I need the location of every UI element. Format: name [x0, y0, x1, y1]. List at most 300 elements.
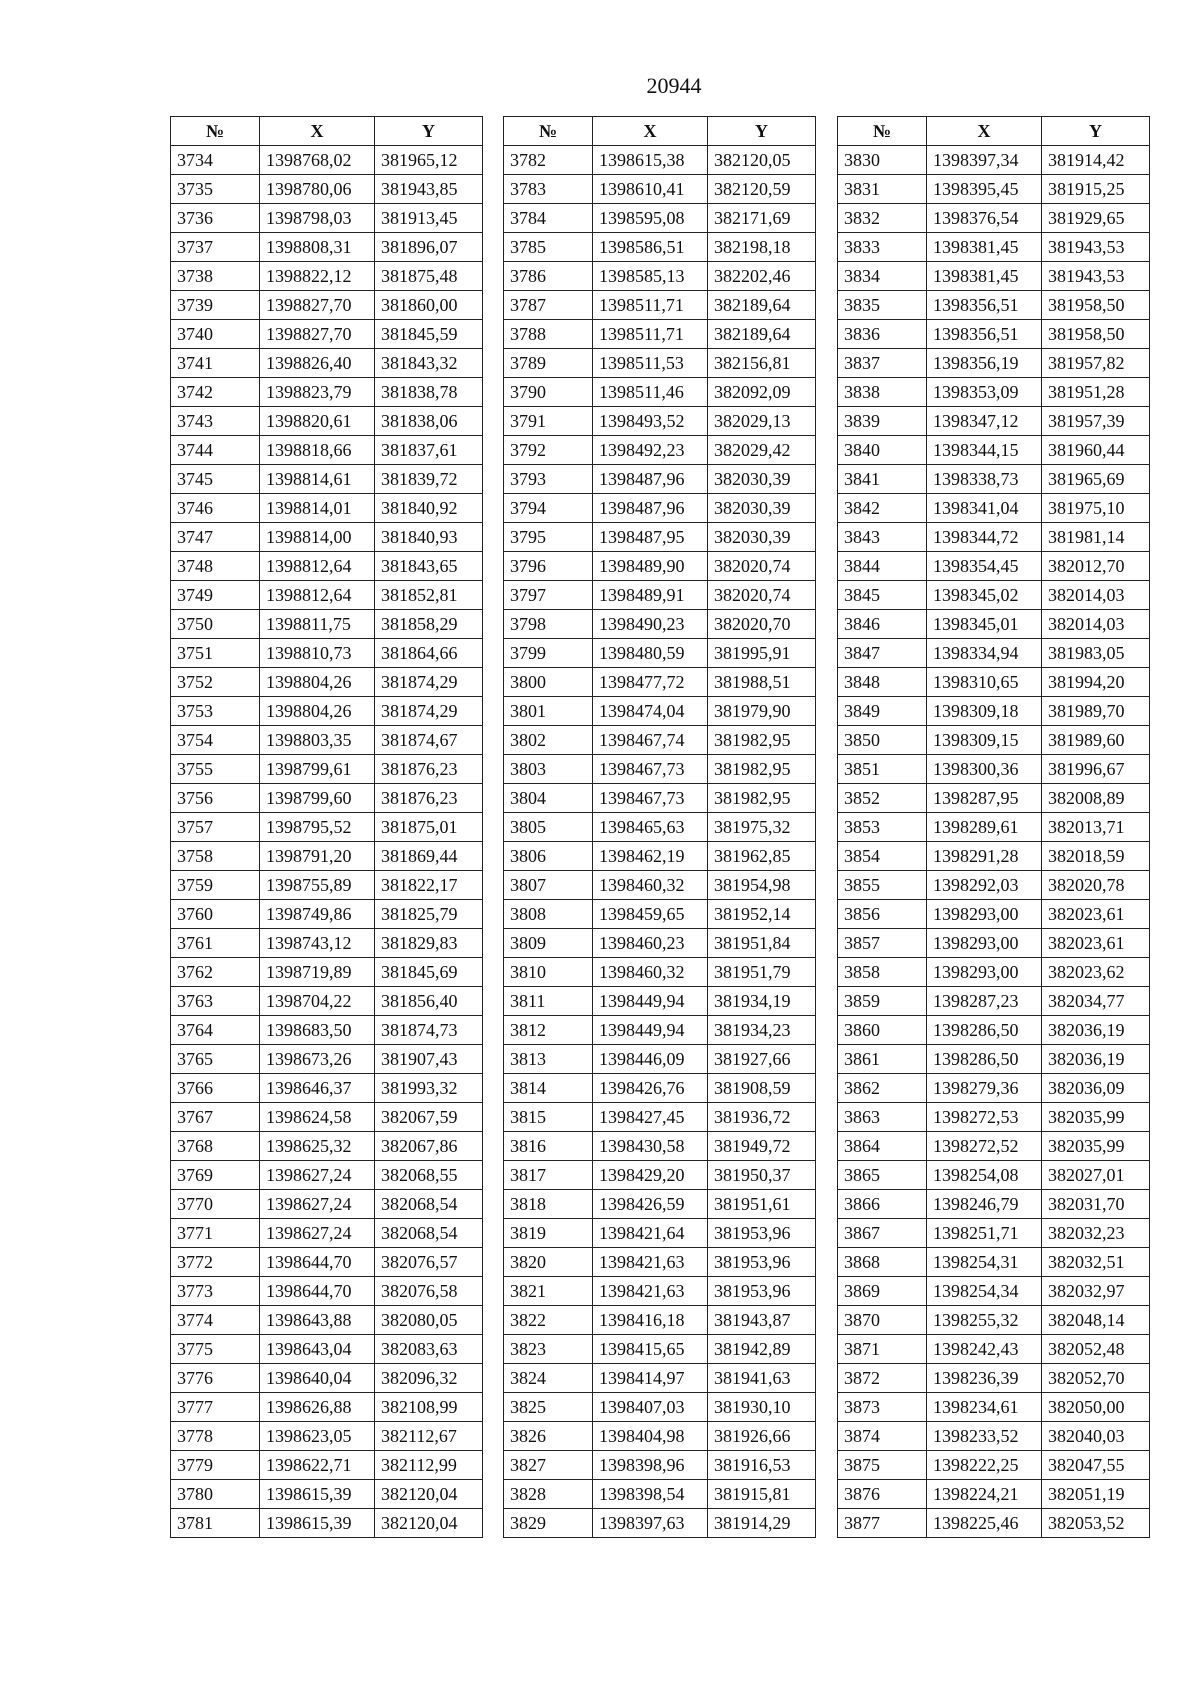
point-number-cell: 3865 — [838, 1161, 927, 1190]
x-coordinate-cell: 1398622,71 — [260, 1451, 375, 1480]
point-number-cell: 3851 — [838, 755, 927, 784]
column-header-y: Y — [375, 117, 483, 146]
point-number-cell: 3795 — [504, 523, 593, 552]
x-coordinate-cell: 1398511,71 — [593, 320, 708, 349]
table-row — [504, 581, 816, 610]
point-number-cell: 3746 — [171, 494, 260, 523]
x-coordinate-cell: 1398477,72 — [593, 668, 708, 697]
x-coordinate-cell: 1398429,20 — [593, 1161, 708, 1190]
y-coordinate-cell: 381840,93 — [375, 523, 483, 552]
y-coordinate-cell: 381845,69 — [375, 958, 483, 987]
table-row — [838, 1364, 1150, 1393]
table-row — [838, 581, 1150, 610]
point-number-cell: 3781 — [171, 1509, 260, 1538]
y-coordinate-cell: 381958,50 — [1042, 291, 1150, 320]
y-coordinate-cell: 381942,89 — [708, 1335, 816, 1364]
x-coordinate-cell: 1398643,04 — [260, 1335, 375, 1364]
point-number-cell: 3772 — [171, 1248, 260, 1277]
y-coordinate-cell: 382076,58 — [375, 1277, 483, 1306]
y-coordinate-cell: 381934,23 — [708, 1016, 816, 1045]
point-number-cell: 3755 — [171, 755, 260, 784]
x-coordinate-cell: 1398827,70 — [260, 291, 375, 320]
point-number-cell: 3809 — [504, 929, 593, 958]
y-coordinate-cell: 382020,74 — [708, 581, 816, 610]
table-row — [838, 262, 1150, 291]
table-row — [504, 755, 816, 784]
x-coordinate-cell: 1398376,54 — [927, 204, 1042, 233]
table-header-row — [171, 117, 483, 146]
table-row — [504, 842, 816, 871]
table-row — [171, 639, 483, 668]
y-coordinate-cell: 382198,18 — [708, 233, 816, 262]
x-coordinate-cell: 1398487,96 — [593, 465, 708, 494]
x-coordinate-cell: 1398610,41 — [593, 175, 708, 204]
column-header-x: X — [927, 117, 1042, 146]
point-number-cell: 3797 — [504, 581, 593, 610]
table-row — [504, 291, 816, 320]
table-row — [504, 610, 816, 639]
y-coordinate-cell: 381962,85 — [708, 842, 816, 871]
table-row — [504, 175, 816, 204]
y-coordinate-cell: 381943,53 — [1042, 233, 1150, 262]
point-number-cell: 3834 — [838, 262, 927, 291]
x-coordinate-cell: 1398755,89 — [260, 871, 375, 900]
point-number-cell: 3739 — [171, 291, 260, 320]
table-row — [838, 494, 1150, 523]
x-coordinate-cell: 1398225,46 — [927, 1509, 1042, 1538]
y-coordinate-cell: 382029,42 — [708, 436, 816, 465]
table-row — [504, 813, 816, 842]
point-number-cell: 3808 — [504, 900, 593, 929]
y-coordinate-cell: 381975,10 — [1042, 494, 1150, 523]
point-number-cell: 3858 — [838, 958, 927, 987]
table-row — [171, 407, 483, 436]
x-coordinate-cell: 1398595,08 — [593, 204, 708, 233]
table-row — [504, 929, 816, 958]
y-coordinate-cell: 381943,53 — [1042, 262, 1150, 291]
table-row — [171, 1132, 483, 1161]
point-number-cell: 3735 — [171, 175, 260, 204]
point-number-cell: 3737 — [171, 233, 260, 262]
x-coordinate-cell: 1398460,32 — [593, 958, 708, 987]
point-number-cell: 3828 — [504, 1480, 593, 1509]
point-number-cell: 3738 — [171, 262, 260, 291]
point-number-cell: 3813 — [504, 1045, 593, 1074]
table-row — [504, 204, 816, 233]
point-number-cell: 3806 — [504, 842, 593, 871]
table-row — [171, 436, 483, 465]
x-coordinate-cell: 1398811,75 — [260, 610, 375, 639]
x-coordinate-cell: 1398743,12 — [260, 929, 375, 958]
y-coordinate-cell: 382083,63 — [375, 1335, 483, 1364]
point-number-cell: 3819 — [504, 1219, 593, 1248]
table-row — [171, 610, 483, 639]
x-coordinate-cell: 1398615,39 — [260, 1509, 375, 1538]
y-coordinate-cell: 381822,17 — [375, 871, 483, 900]
point-number-cell: 3856 — [838, 900, 927, 929]
point-number-cell: 3863 — [838, 1103, 927, 1132]
x-coordinate-cell: 1398795,52 — [260, 813, 375, 842]
point-number-cell: 3841 — [838, 465, 927, 494]
y-coordinate-cell: 381929,65 — [1042, 204, 1150, 233]
x-coordinate-cell: 1398381,45 — [927, 233, 1042, 262]
point-number-cell: 3850 — [838, 726, 927, 755]
x-coordinate-cell: 1398286,50 — [927, 1016, 1042, 1045]
point-number-cell: 3824 — [504, 1364, 593, 1393]
point-number-cell: 3810 — [504, 958, 593, 987]
y-coordinate-cell: 382023,61 — [1042, 929, 1150, 958]
y-coordinate-cell: 382156,81 — [708, 349, 816, 378]
y-coordinate-cell: 382020,74 — [708, 552, 816, 581]
x-coordinate-cell: 1398427,45 — [593, 1103, 708, 1132]
table-row — [171, 1335, 483, 1364]
point-number-cell: 3768 — [171, 1132, 260, 1161]
y-coordinate-cell: 381943,87 — [708, 1306, 816, 1335]
table-row — [171, 1248, 483, 1277]
x-coordinate-cell: 1398289,61 — [927, 813, 1042, 842]
table-row — [838, 1393, 1150, 1422]
x-coordinate-cell: 1398395,45 — [927, 175, 1042, 204]
point-number-cell: 3836 — [838, 320, 927, 349]
point-number-cell: 3817 — [504, 1161, 593, 1190]
x-coordinate-cell: 1398286,50 — [927, 1045, 1042, 1074]
table-row — [504, 1074, 816, 1103]
point-number-cell: 3832 — [838, 204, 927, 233]
point-number-cell: 3877 — [838, 1509, 927, 1538]
point-number-cell: 3876 — [838, 1480, 927, 1509]
table-row — [838, 1161, 1150, 1190]
point-number-cell: 3787 — [504, 291, 593, 320]
table-row — [838, 929, 1150, 958]
y-coordinate-cell: 382067,86 — [375, 1132, 483, 1161]
y-coordinate-cell: 381982,95 — [708, 784, 816, 813]
table-row — [838, 349, 1150, 378]
point-number-cell: 3793 — [504, 465, 593, 494]
point-number-cell: 3848 — [838, 668, 927, 697]
point-number-cell: 3875 — [838, 1451, 927, 1480]
table-row — [504, 1219, 816, 1248]
x-coordinate-cell: 1398254,34 — [927, 1277, 1042, 1306]
x-coordinate-cell: 1398254,08 — [927, 1161, 1042, 1190]
x-coordinate-cell: 1398459,65 — [593, 900, 708, 929]
x-coordinate-cell: 1398344,15 — [927, 436, 1042, 465]
y-coordinate-cell: 381965,69 — [1042, 465, 1150, 494]
y-coordinate-cell: 381838,78 — [375, 378, 483, 407]
x-coordinate-cell: 1398791,20 — [260, 842, 375, 871]
table-row — [838, 465, 1150, 494]
table-row — [504, 726, 816, 755]
y-coordinate-cell: 382202,46 — [708, 262, 816, 291]
y-coordinate-cell: 381927,66 — [708, 1045, 816, 1074]
table-row — [838, 842, 1150, 871]
point-number-cell: 3770 — [171, 1190, 260, 1219]
y-coordinate-cell: 381995,91 — [708, 639, 816, 668]
x-coordinate-cell: 1398749,86 — [260, 900, 375, 929]
x-coordinate-cell: 1398353,09 — [927, 378, 1042, 407]
y-coordinate-cell: 382112,67 — [375, 1422, 483, 1451]
x-coordinate-cell: 1398292,03 — [927, 871, 1042, 900]
point-number-cell: 3861 — [838, 1045, 927, 1074]
x-coordinate-cell: 1398421,63 — [593, 1248, 708, 1277]
x-coordinate-cell: 1398255,32 — [927, 1306, 1042, 1335]
y-coordinate-cell: 381840,92 — [375, 494, 483, 523]
y-coordinate-cell: 382020,70 — [708, 610, 816, 639]
y-coordinate-cell: 382189,64 — [708, 320, 816, 349]
table-row — [171, 581, 483, 610]
y-coordinate-cell: 382032,51 — [1042, 1248, 1150, 1277]
y-coordinate-cell: 381982,95 — [708, 726, 816, 755]
point-number-cell: 3786 — [504, 262, 593, 291]
table-row — [838, 1219, 1150, 1248]
x-coordinate-cell: 1398487,95 — [593, 523, 708, 552]
y-coordinate-cell: 381916,53 — [708, 1451, 816, 1480]
point-number-cell: 3775 — [171, 1335, 260, 1364]
coordinate-table — [170, 116, 483, 1538]
point-number-cell: 3759 — [171, 871, 260, 900]
point-number-cell: 3777 — [171, 1393, 260, 1422]
point-number-cell: 3767 — [171, 1103, 260, 1132]
y-coordinate-cell: 382092,09 — [708, 378, 816, 407]
table-row — [504, 871, 816, 900]
table-row — [504, 494, 816, 523]
y-coordinate-cell: 382120,05 — [708, 146, 816, 175]
y-coordinate-cell: 381941,63 — [708, 1364, 816, 1393]
point-number-cell: 3855 — [838, 871, 927, 900]
x-coordinate-cell: 1398799,60 — [260, 784, 375, 813]
point-number-cell: 3853 — [838, 813, 927, 842]
y-coordinate-cell: 381926,66 — [708, 1422, 816, 1451]
y-coordinate-cell: 382040,03 — [1042, 1422, 1150, 1451]
point-number-cell: 3792 — [504, 436, 593, 465]
x-coordinate-cell: 1398293,00 — [927, 958, 1042, 987]
x-coordinate-cell: 1398804,26 — [260, 697, 375, 726]
y-coordinate-cell: 381876,23 — [375, 755, 483, 784]
y-coordinate-cell: 381988,51 — [708, 668, 816, 697]
x-coordinate-cell: 1398644,70 — [260, 1277, 375, 1306]
point-number-cell: 3843 — [838, 523, 927, 552]
y-coordinate-cell: 382031,70 — [1042, 1190, 1150, 1219]
point-number-cell: 3833 — [838, 233, 927, 262]
point-number-cell: 3774 — [171, 1306, 260, 1335]
y-coordinate-cell: 381915,81 — [708, 1480, 816, 1509]
y-coordinate-cell: 382076,57 — [375, 1248, 483, 1277]
y-coordinate-cell: 381860,00 — [375, 291, 483, 320]
x-coordinate-cell: 1398251,71 — [927, 1219, 1042, 1248]
table-row — [504, 1509, 816, 1538]
x-coordinate-cell: 1398415,65 — [593, 1335, 708, 1364]
table-row — [838, 1335, 1150, 1364]
y-coordinate-cell: 381875,01 — [375, 813, 483, 842]
y-coordinate-cell: 381825,79 — [375, 900, 483, 929]
x-coordinate-cell: 1398293,00 — [927, 929, 1042, 958]
point-number-cell: 3818 — [504, 1190, 593, 1219]
y-coordinate-cell: 382023,61 — [1042, 900, 1150, 929]
table-row — [838, 291, 1150, 320]
y-coordinate-cell: 381951,79 — [708, 958, 816, 987]
y-coordinate-cell: 381989,70 — [1042, 697, 1150, 726]
table-row — [504, 1248, 816, 1277]
x-coordinate-cell: 1398467,73 — [593, 784, 708, 813]
y-coordinate-cell: 381845,59 — [375, 320, 483, 349]
y-coordinate-cell: 381843,65 — [375, 552, 483, 581]
point-number-cell: 3823 — [504, 1335, 593, 1364]
table-row — [171, 1364, 483, 1393]
table-row — [504, 378, 816, 407]
table-row — [171, 1306, 483, 1335]
point-number-cell: 3763 — [171, 987, 260, 1016]
y-coordinate-cell: 381852,81 — [375, 581, 483, 610]
y-coordinate-cell: 381874,29 — [375, 697, 483, 726]
table-row — [504, 1306, 816, 1335]
x-coordinate-cell: 1398381,45 — [927, 262, 1042, 291]
table-row — [171, 1190, 483, 1219]
table-row — [171, 668, 483, 697]
y-coordinate-cell: 381953,96 — [708, 1277, 816, 1306]
point-number-cell: 3867 — [838, 1219, 927, 1248]
y-coordinate-cell: 381837,61 — [375, 436, 483, 465]
point-number-cell: 3769 — [171, 1161, 260, 1190]
table-row — [838, 378, 1150, 407]
x-coordinate-cell: 1398814,00 — [260, 523, 375, 552]
x-coordinate-cell: 1398291,28 — [927, 842, 1042, 871]
point-number-cell: 3837 — [838, 349, 927, 378]
y-coordinate-cell: 382108,99 — [375, 1393, 483, 1422]
point-number-cell: 3791 — [504, 407, 593, 436]
table-row — [504, 436, 816, 465]
x-coordinate-cell: 1398625,32 — [260, 1132, 375, 1161]
table-row — [171, 552, 483, 581]
point-number-cell: 3845 — [838, 581, 927, 610]
point-number-cell: 3829 — [504, 1509, 593, 1538]
point-number-cell: 3764 — [171, 1016, 260, 1045]
x-coordinate-cell: 1398623,05 — [260, 1422, 375, 1451]
table-row — [838, 1103, 1150, 1132]
point-number-cell: 3757 — [171, 813, 260, 842]
table-row — [504, 900, 816, 929]
x-coordinate-cell: 1398347,12 — [927, 407, 1042, 436]
y-coordinate-cell: 382032,97 — [1042, 1277, 1150, 1306]
table-row — [504, 1103, 816, 1132]
point-number-cell: 3790 — [504, 378, 593, 407]
point-number-cell: 3804 — [504, 784, 593, 813]
table-row — [171, 1074, 483, 1103]
point-number-cell: 3800 — [504, 668, 593, 697]
x-coordinate-cell: 1398627,24 — [260, 1219, 375, 1248]
y-coordinate-cell: 381908,59 — [708, 1074, 816, 1103]
point-number-cell: 3776 — [171, 1364, 260, 1393]
point-number-cell: 3825 — [504, 1393, 593, 1422]
y-coordinate-cell: 381864,66 — [375, 639, 483, 668]
point-number-cell: 3784 — [504, 204, 593, 233]
x-coordinate-cell: 1398768,02 — [260, 146, 375, 175]
table-row — [171, 1161, 483, 1190]
coordinate-table — [837, 116, 1150, 1538]
x-coordinate-cell: 1398356,51 — [927, 291, 1042, 320]
x-coordinate-cell: 1398234,61 — [927, 1393, 1042, 1422]
x-coordinate-cell: 1398254,31 — [927, 1248, 1042, 1277]
table-row — [171, 726, 483, 755]
point-number-cell: 3779 — [171, 1451, 260, 1480]
table-row — [504, 349, 816, 378]
point-number-cell: 3785 — [504, 233, 593, 262]
y-coordinate-cell: 382020,78 — [1042, 871, 1150, 900]
x-coordinate-cell: 1398626,88 — [260, 1393, 375, 1422]
x-coordinate-cell: 1398814,61 — [260, 465, 375, 494]
x-coordinate-cell: 1398615,38 — [593, 146, 708, 175]
y-coordinate-cell: 382035,99 — [1042, 1132, 1150, 1161]
table-row — [504, 1045, 816, 1074]
column-header-y: Y — [708, 117, 816, 146]
y-coordinate-cell: 382052,70 — [1042, 1364, 1150, 1393]
x-coordinate-cell: 1398818,66 — [260, 436, 375, 465]
y-coordinate-cell: 382051,19 — [1042, 1480, 1150, 1509]
point-number-cell: 3782 — [504, 146, 593, 175]
point-number-cell: 3838 — [838, 378, 927, 407]
point-number-cell: 3753 — [171, 697, 260, 726]
y-coordinate-cell: 381996,67 — [1042, 755, 1150, 784]
y-coordinate-cell: 381989,60 — [1042, 726, 1150, 755]
table-row — [504, 1277, 816, 1306]
x-coordinate-cell: 1398460,32 — [593, 871, 708, 900]
coordinate-table — [503, 116, 816, 1538]
table-row — [171, 1045, 483, 1074]
y-coordinate-cell: 381913,45 — [375, 204, 483, 233]
x-coordinate-cell: 1398826,40 — [260, 349, 375, 378]
x-coordinate-cell: 1398627,24 — [260, 1190, 375, 1219]
y-coordinate-cell: 381960,44 — [1042, 436, 1150, 465]
point-number-cell: 3799 — [504, 639, 593, 668]
x-coordinate-cell: 1398465,63 — [593, 813, 708, 842]
y-coordinate-cell: 382189,64 — [708, 291, 816, 320]
x-coordinate-cell: 1398426,59 — [593, 1190, 708, 1219]
point-number-cell: 3830 — [838, 146, 927, 175]
y-coordinate-cell: 382068,54 — [375, 1190, 483, 1219]
point-number-cell: 3874 — [838, 1422, 927, 1451]
x-coordinate-cell: 1398640,04 — [260, 1364, 375, 1393]
point-number-cell: 3873 — [838, 1393, 927, 1422]
table-row — [838, 1132, 1150, 1161]
x-coordinate-cell: 1398798,03 — [260, 204, 375, 233]
x-coordinate-cell: 1398246,79 — [927, 1190, 1042, 1219]
y-coordinate-cell: 382067,59 — [375, 1103, 483, 1132]
point-number-cell: 3758 — [171, 842, 260, 871]
table-row — [504, 552, 816, 581]
x-coordinate-cell: 1398673,26 — [260, 1045, 375, 1074]
y-coordinate-cell: 382120,04 — [375, 1509, 483, 1538]
x-coordinate-cell: 1398492,23 — [593, 436, 708, 465]
y-coordinate-cell: 381957,82 — [1042, 349, 1150, 378]
table-row — [504, 1422, 816, 1451]
table-row — [504, 987, 816, 1016]
y-coordinate-cell: 382120,59 — [708, 175, 816, 204]
y-coordinate-cell: 381876,23 — [375, 784, 483, 813]
x-coordinate-cell: 1398803,35 — [260, 726, 375, 755]
point-number-cell: 3765 — [171, 1045, 260, 1074]
y-coordinate-cell: 381994,20 — [1042, 668, 1150, 697]
y-coordinate-cell: 382112,99 — [375, 1451, 483, 1480]
table-row — [171, 465, 483, 494]
column-header-number: № — [171, 117, 260, 146]
x-coordinate-cell: 1398356,19 — [927, 349, 1042, 378]
y-coordinate-cell: 381930,10 — [708, 1393, 816, 1422]
table-row — [504, 407, 816, 436]
point-number-cell: 3839 — [838, 407, 927, 436]
point-number-cell: 3754 — [171, 726, 260, 755]
table-row — [171, 697, 483, 726]
point-number-cell: 3740 — [171, 320, 260, 349]
y-coordinate-cell: 381856,40 — [375, 987, 483, 1016]
column-header-x: X — [593, 117, 708, 146]
